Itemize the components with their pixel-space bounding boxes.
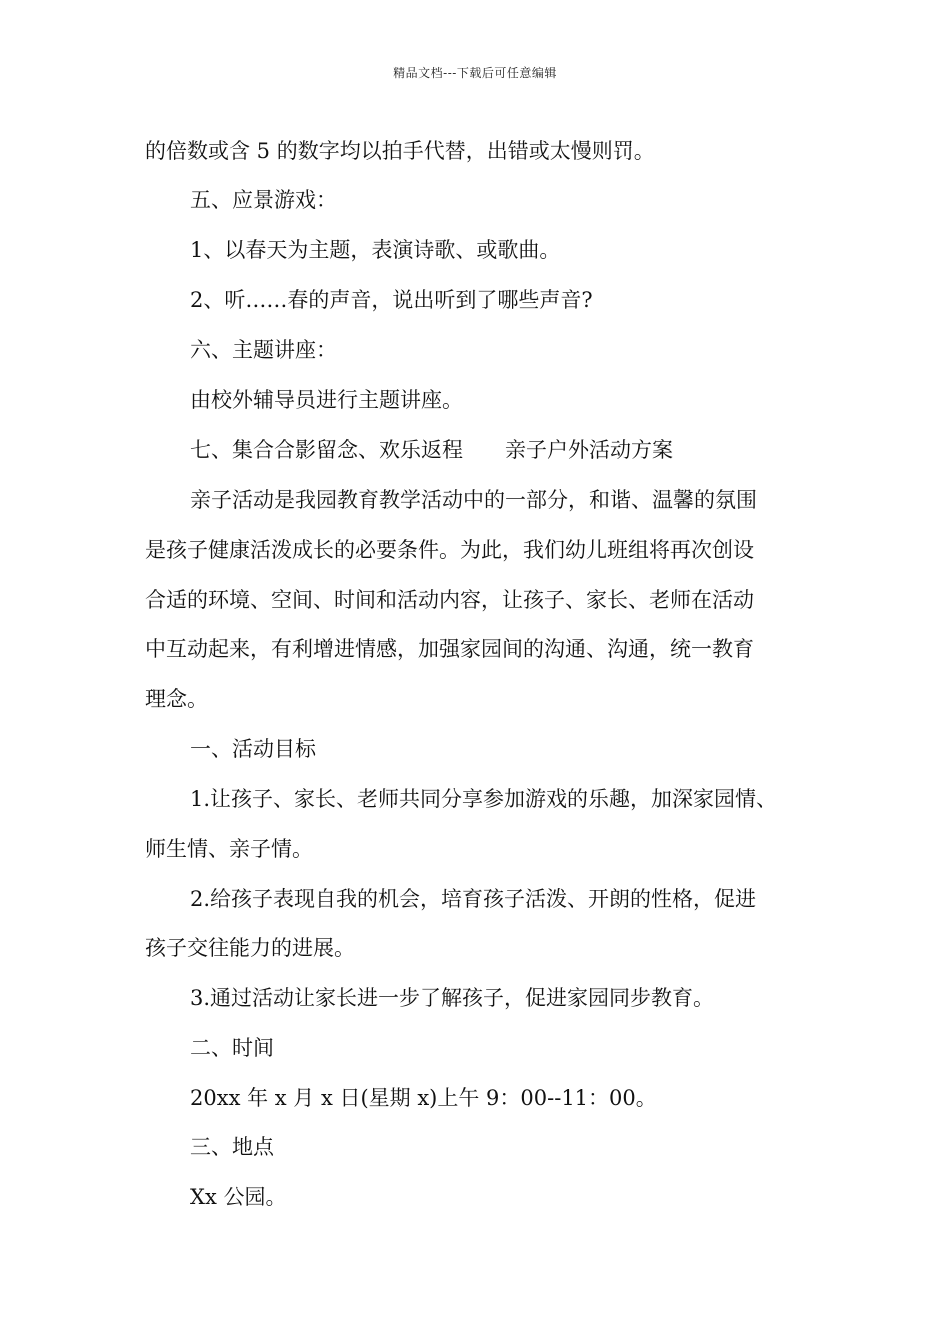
page-header: 精品文档---下载后可任意编辑 — [393, 66, 557, 80]
paragraph-line: Xx 公园。 — [190, 1185, 287, 1209]
section-heading: 一、活动目标 — [190, 737, 316, 761]
list-item: 2.给孩子表现自我的机会，培育孩子活泼、开朗的性格，促进 — [190, 887, 757, 911]
paragraph-line: 20xx 年 x 月 x 日(星期 x)上午 9：00--11：00。 — [190, 1086, 657, 1110]
list-item: 师生情、亲子情。 — [145, 837, 313, 861]
list-item: 2、听……春的声音，说出听到了哪些声音? — [190, 288, 593, 312]
section-heading: 七、集合合影留念、欢乐返程 亲子户外活动方案 — [190, 438, 673, 462]
list-item: 1、以春天为主题，表演诗歌、或歌曲。 — [190, 238, 561, 262]
list-item: 孩子交往能力的进展。 — [145, 936, 355, 960]
section-heading: 五、应景游戏： — [190, 188, 337, 212]
paragraph-line: 是孩子健康活泼成长的必要条件。为此，我们幼儿班组将再次创设 — [145, 538, 754, 562]
section-heading: 二、时间 — [190, 1036, 274, 1060]
list-item: 3.通过活动让家长进一步了解孩子，促进家园同步教育。 — [190, 986, 715, 1010]
paragraph-line: 亲子活动是我园教育教学活动中的一部分，和谐、温馨的氛围 — [190, 488, 757, 512]
paragraph-line: 中互动起来，有利增进情感，加强家园间的沟通、沟通，统一教育 — [145, 637, 754, 661]
section-heading: 三、地点 — [190, 1135, 274, 1159]
paragraph-line: 由校外辅导员进行主题讲座。 — [190, 388, 463, 412]
list-item: 1.让孩子、家长、老师共同分享参加游戏的乐趣，加深家园情、 — [190, 787, 778, 811]
paragraph-line: 理念。 — [145, 687, 208, 711]
section-heading: 六、主题讲座： — [190, 338, 337, 362]
paragraph-line: 的倍数或含 5 的数字均以拍手代替，出错或太慢则罚。 — [145, 139, 655, 163]
paragraph-line: 合适的环境、空间、时间和活动内容，让孩子、家长、老师在活动 — [145, 588, 754, 612]
